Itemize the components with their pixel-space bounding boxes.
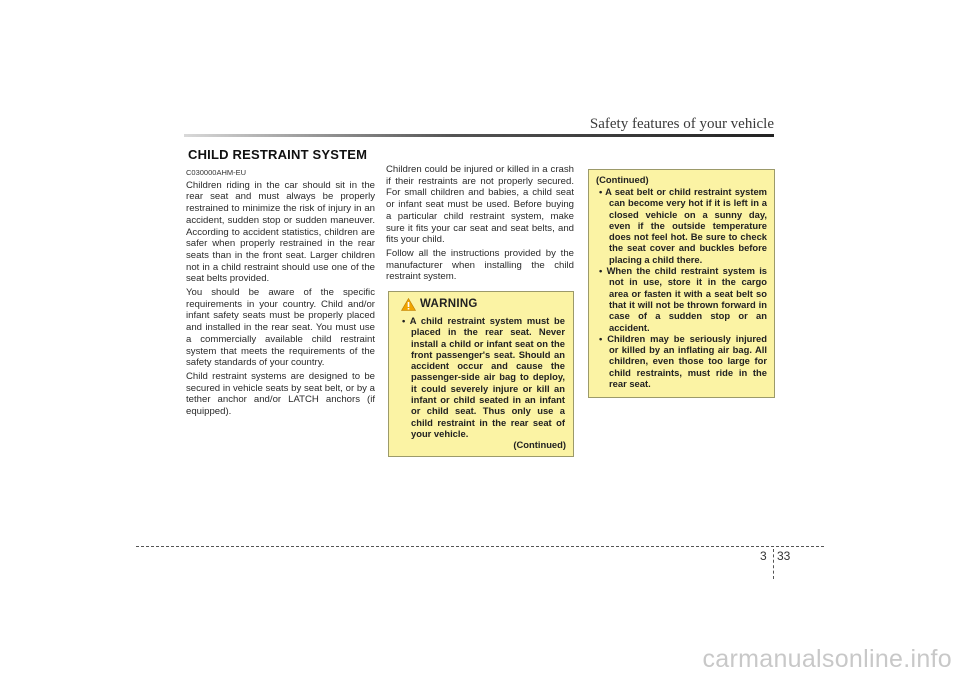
warning-heading-text: WARNING [420,297,478,310]
continued-warning-box [588,169,775,398]
warning-triangle-icon [401,298,416,311]
section-code: C030000AHM-EU [186,168,247,177]
header-rule [184,134,774,137]
paragraph: You should be aware of the specific requirements in your country. Child and/or infant safety seats must be properly placed and installed in the rear seat. You must use a commercially available child restraint system that meets the requirements of the safety standards of your country. [186,287,375,369]
paragraph: Children could be injured or killed in a crash if their restraints are not properly secured. For small children and babies, a child seat or infant seat must be used. Before buying a particular child restraint system, make sure it fits your car seat and seat belts, and fits your child. [386,164,574,246]
running-header-title: Safety features of your vehicle [589,116,774,132]
continued-list [596,186,767,389]
continued-list-item: • A seat belt or child restraint system can become very hot if it is left in a closed vehicle on a sunny day, even if the outside temperature does not feel hot. Be sure to check the seat cover and buckles before placing a child there. [596,186,767,265]
warning-list [399,315,565,439]
chapter-number: 3 [760,549,767,563]
watermark: carmanualsonline.info [702,645,952,673]
footer-rule [136,546,824,547]
warning-heading [401,298,478,311]
warning-list-item: • A child restraint system must be placed in the rear seat. Never install a child or infant seat on the front passenger's seat. Should an accident occur and cause the passenger-side air bag to deploy, it could severely injure or kill an infant or child seated in an infant or child seat. Thus only use a child restraint in the rear seat of your vehicle. [399,315,565,439]
paragraph: Child restraint systems are designed to be secured in vehicle seats by seat belt, or by a tether anchor and/or LATCH anchors (if equipped). [186,370,375,418]
continued-label: (Continued) [513,438,566,450]
body-column-middle [386,164,574,285]
paragraph: Follow all the instructions provided by the manufacturer when installing the child restraint system. [386,247,574,283]
continued-heading: (Continued) [596,174,649,185]
continued-list-item: • When the child restraint system is not in use, store it in the cargo area or fasten it with a seat belt so that it will not be thrown forward in case of a sudden stop or an accident. [596,265,767,333]
body-column-left [186,167,375,420]
footer-divider [773,549,774,579]
section-title: CHILD RESTRAINT SYSTEM [188,147,368,162]
warning-box [388,291,574,457]
paragraph: Children riding in the car should sit in the rear seat and must always be properly restrained to minimize the risk of injury in an accident, sudden stop or sudden maneuver. According to accident statistics, children are safer when properly restrained in the rear seats than in the front seat. Larger children not in a child restraint should use one of the seat belts provided. [186,179,375,285]
page-number: 33 [777,549,791,563]
continued-list-item: • Children may be seriously injured or killed by an inflating air bag. All children, even those too large for child restraints, must ride in the rear seat. [596,333,767,389]
